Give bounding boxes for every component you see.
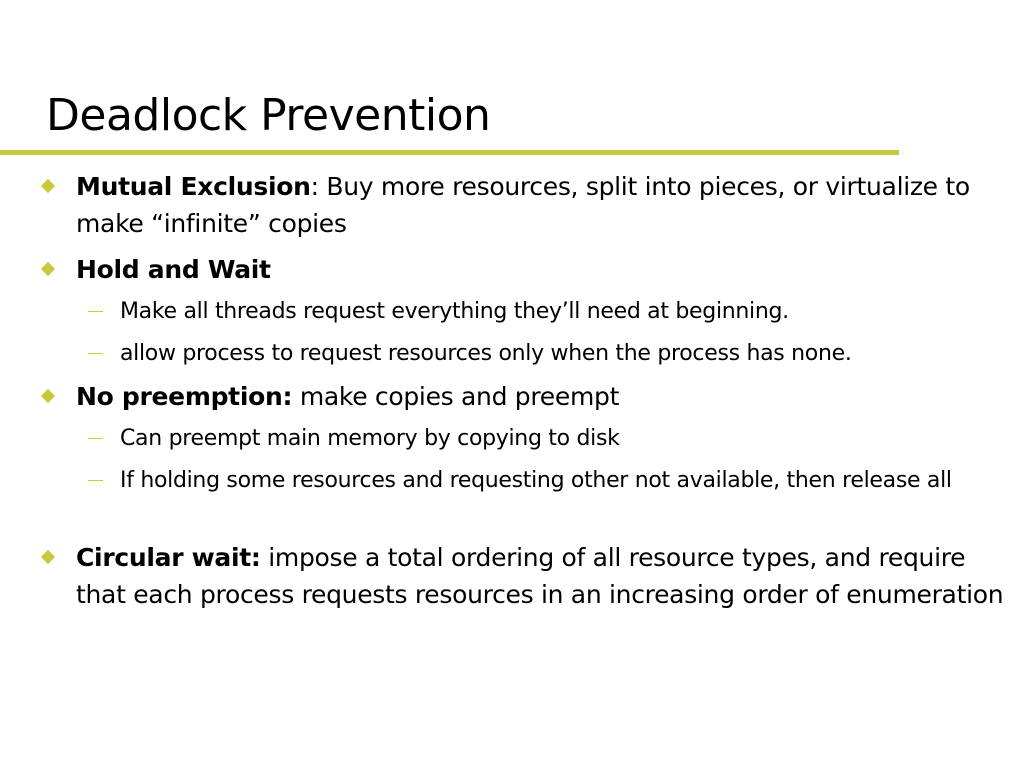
diamond-bullet-icon [41, 550, 55, 564]
diamond-bullet-icon [41, 262, 55, 276]
dash-bullet-icon [88, 438, 103, 439]
bullet-no-preemption [76, 378, 1016, 415]
sub-bullet [120, 422, 1015, 456]
dash-bullet-icon [88, 480, 103, 481]
dash-bullet-icon [88, 311, 103, 312]
sub-bullet-text: If holding some resources and requesting other not available, then release all [120, 468, 952, 493]
title-underline [0, 150, 899, 155]
bullet-hold-and-wait [76, 251, 1016, 288]
diamond-bullet-icon [41, 179, 55, 193]
diamond-bullet-icon [41, 389, 55, 403]
bullet-circular-wait [76, 539, 1016, 613]
bullet-mutual-exclusion [76, 168, 1016, 242]
bullet-heading: Mutual Exclusion [76, 172, 311, 201]
bullet-heading: No preemption: [76, 382, 293, 411]
slide-title: Deadlock Prevention [46, 90, 491, 141]
sub-bullet [120, 464, 1015, 498]
sub-bullet-text: allow process to request resources only when the process has none. [120, 341, 852, 366]
dash-bullet-icon [88, 353, 103, 354]
bullet-text: make copies and preempt [292, 382, 620, 411]
sub-bullet-text: Can preempt main memory by copying to disk [120, 426, 620, 451]
bullet-text: impose a total ordering of all resource types, and require that each process requests resources in an increasing order of enumeration [76, 543, 1004, 609]
bullet-text: : Buy more resources, split into pieces, or virtualize to make “infinite” copies [76, 172, 970, 238]
bullet-heading: Circular wait: [76, 543, 261, 572]
bullet-heading: Hold and Wait [76, 255, 271, 284]
sub-bullet [120, 295, 1015, 329]
sub-bullet [120, 337, 1015, 371]
sub-bullet-text: Make all threads request everything they’ll need at beginning. [120, 299, 789, 324]
